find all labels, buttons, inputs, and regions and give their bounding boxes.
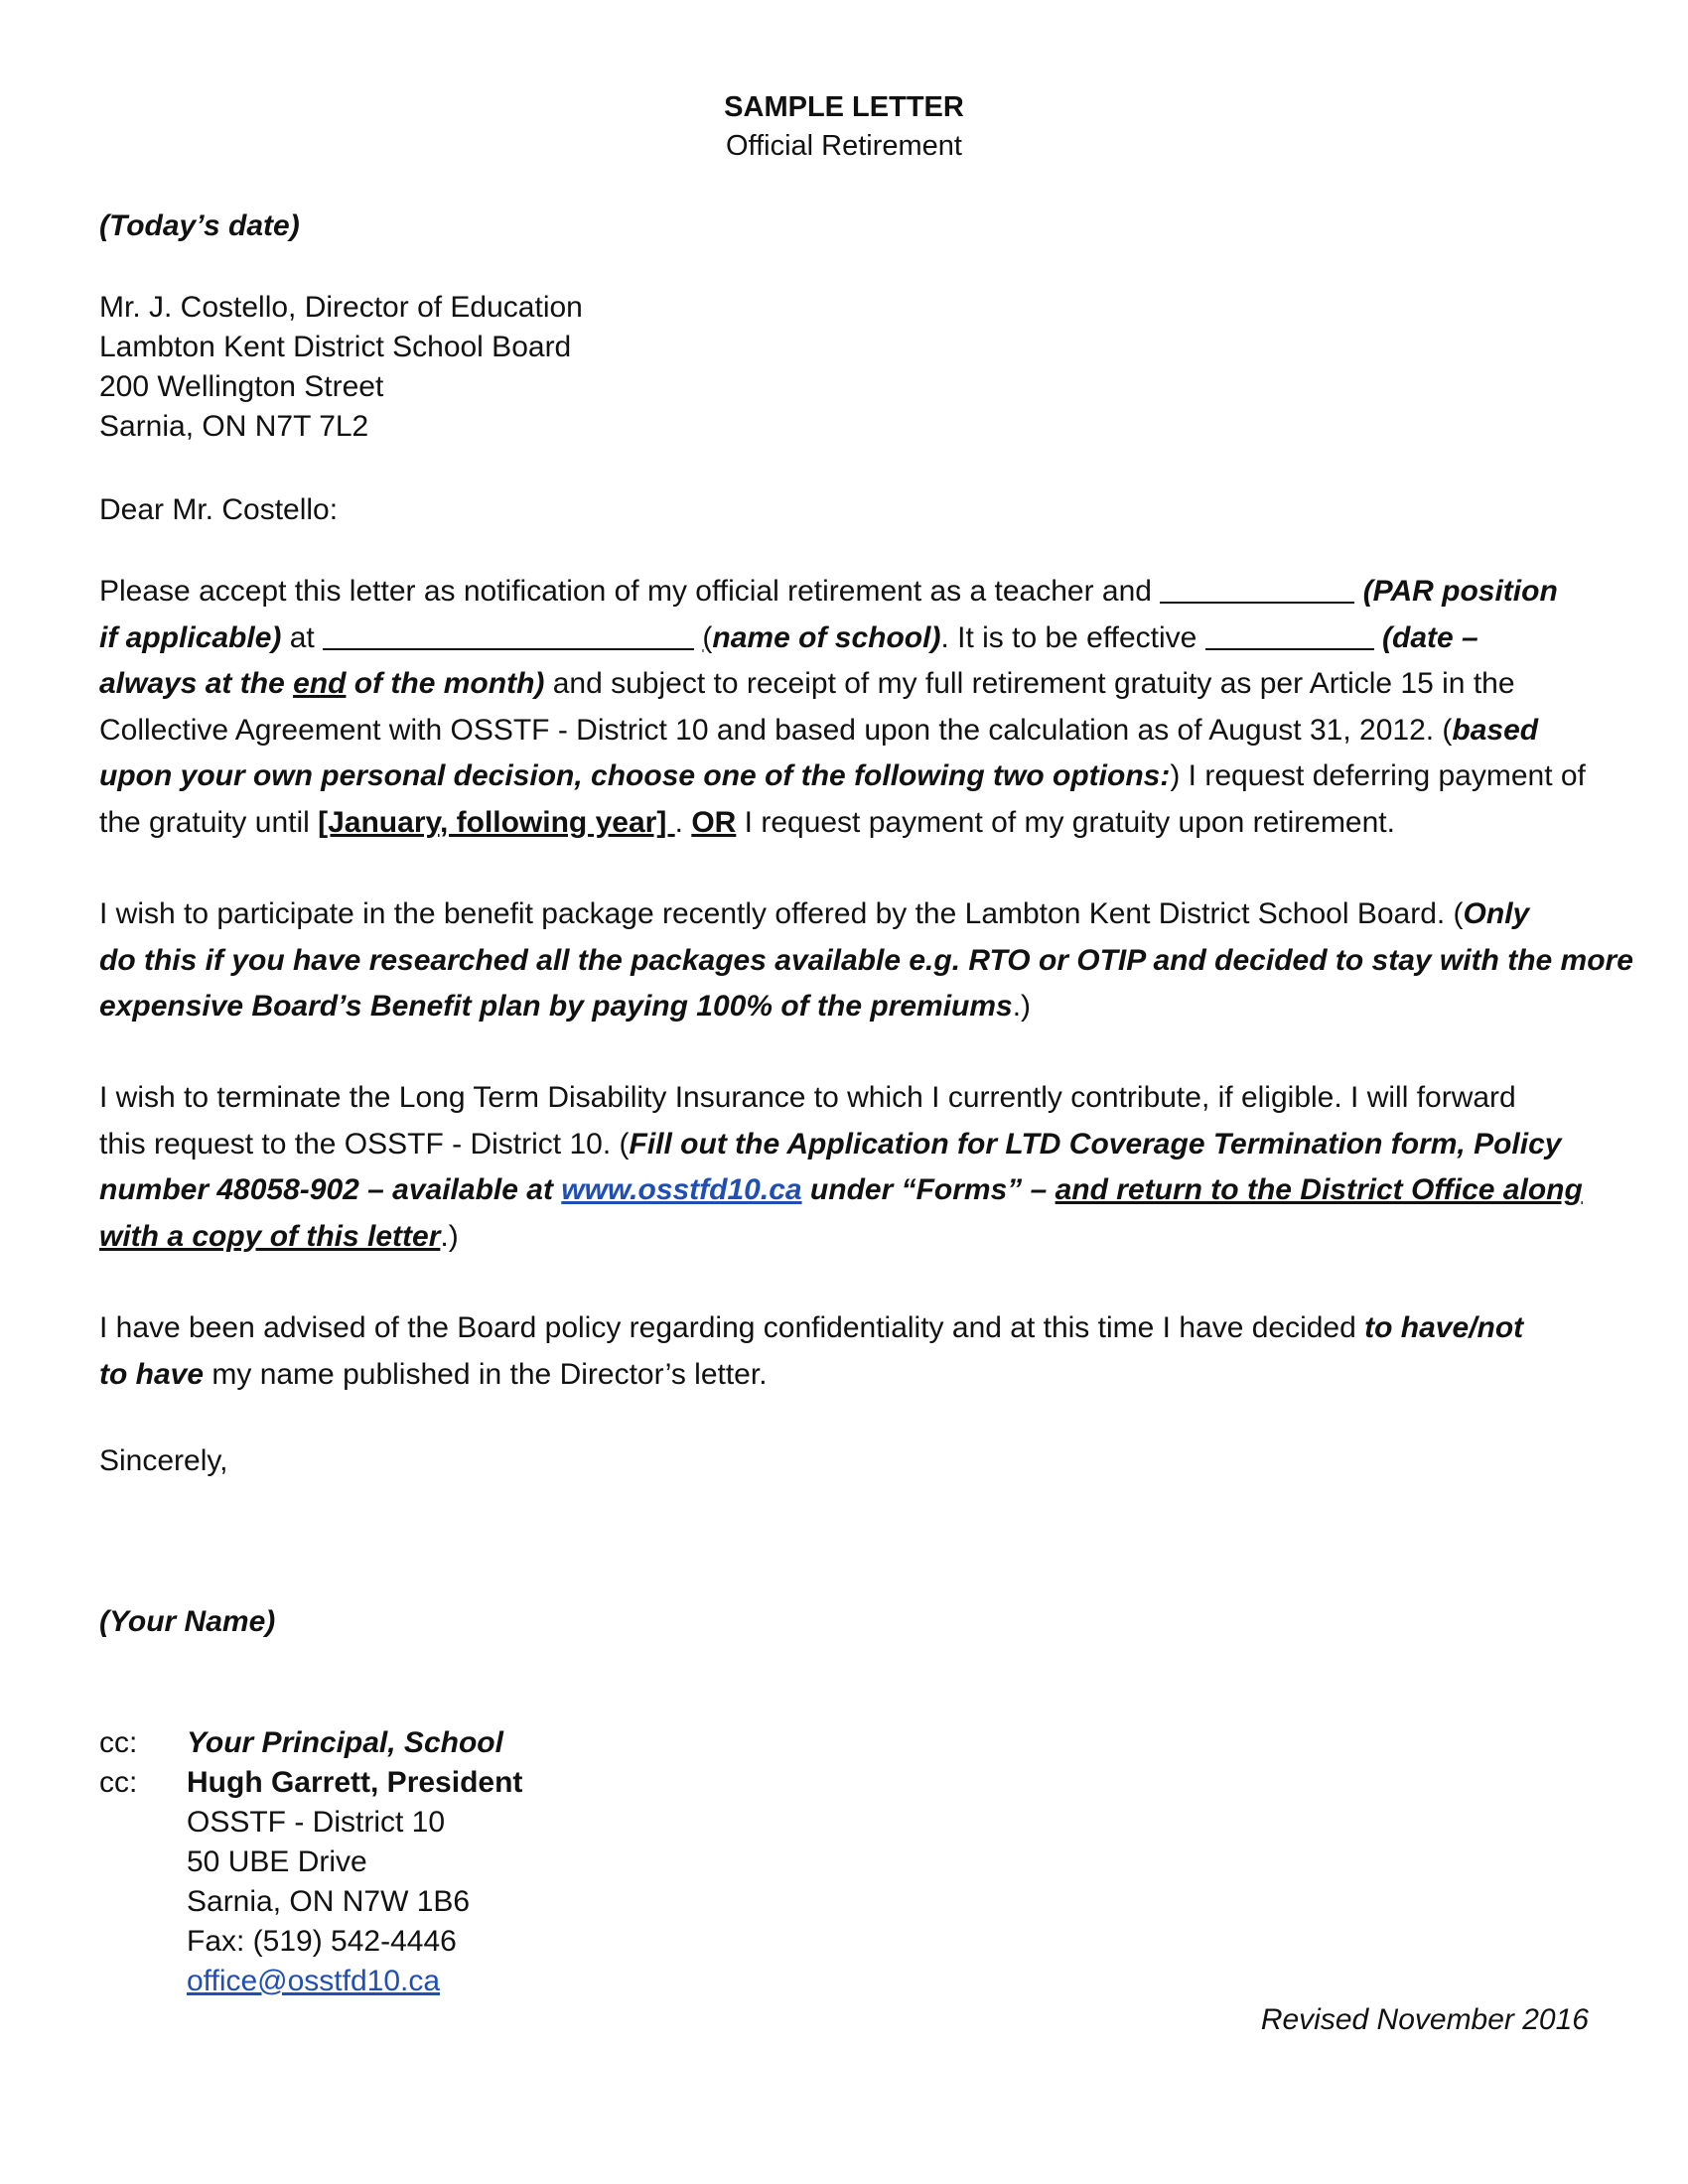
cc-label: cc:: [99, 1726, 138, 1759]
paragraph-ltd: I wish to terminate the Long Term Disability Insurance to which I currently contribute, if eligible. I will forward this request to the OSSTF - District 10. (Fill out the Application for LTD Coverage Termination form, Policy number 48058-902 – available at www.osstfd10.ca under “Forms” – and return to the District Office along with a copy of this letter.): [99, 1081, 1583, 1253]
cc-recipient: Your Principal, School: [187, 1726, 503, 1759]
recipient-line: 200 Wellington Street: [99, 370, 384, 403]
signature-placeholder: (Your Name): [99, 1605, 276, 1638]
paragraph-confidentiality: I have been advised of the Board policy regarding confidentiality and at this time I have decided to have/not to have my name published in the Director’s letter.: [99, 1311, 1524, 1391]
paragraph-benefits: I wish to participate in the benefit package recently offered by the Lambton Kent District School Board. (Only do this if you have researched all the packages available e.g. RTO or OTIP and decided to stay with the more expensive Board’s Benefit plan by paying 100% of the premiums.): [99, 897, 1633, 1023]
closing: Sincerely,: [99, 1444, 228, 1477]
cc-recipient: Hugh Garrett, President: [187, 1766, 523, 1799]
date-placeholder: (Today’s date): [99, 209, 300, 242]
letter-subtitle: Official Retirement: [726, 130, 962, 162]
email-link[interactable]: office@osstfd10.ca: [187, 1965, 441, 1997]
paragraph-retirement: Please accept this letter as notification of my official retirement as a teacher and (PAR position if applicable) at (name of school). It is to be effective (date – always at the end of the month) and subject to receipt of my full retirement gratuity as per Article 15 in the Collective Agreement with OSSTF - District 10 and based upon the calculation as of August 31, 2012. (based upon your own personal decision, choose one of the following two options:) I request deferring payment of the gratuity until [January, following year] . OR I request payment of my gratuity upon retirement.: [99, 575, 1586, 839]
cc-address-line: OSSTF - District 10: [187, 1806, 446, 1839]
cc-address-line: Sarnia, ON N7W 1B6: [187, 1885, 471, 1918]
recipient-line: Lambton Kent District School Board: [99, 331, 572, 363]
salutation: Dear Mr. Costello:: [99, 493, 339, 526]
osstf-website-link[interactable]: www.osstfd10.ca: [561, 1173, 802, 1206]
recipient-line: Mr. J. Costello, Director of Education: [99, 291, 583, 324]
par-position-blank: [1160, 574, 1354, 604]
letter-title: SAMPLE LETTER: [724, 91, 964, 123]
recipient-address: [99, 288, 1589, 447]
or-keyword: OR: [691, 805, 737, 839]
recipient-line: Sarnia, ON N7T 7L2: [99, 410, 369, 443]
cc-fax: Fax: (519) 542-4446: [187, 1925, 457, 1958]
cc-label: cc:: [99, 1766, 138, 1799]
cc-address-line: 50 UBE Drive: [187, 1845, 367, 1878]
cc-address: [187, 1803, 1676, 2001]
revision-note: Revised November 2016: [1260, 2003, 1589, 2036]
school-name-blank: [323, 620, 694, 650]
deferral-option: [January, following year]: [318, 805, 675, 839]
effective-date-blank: [1205, 620, 1374, 650]
